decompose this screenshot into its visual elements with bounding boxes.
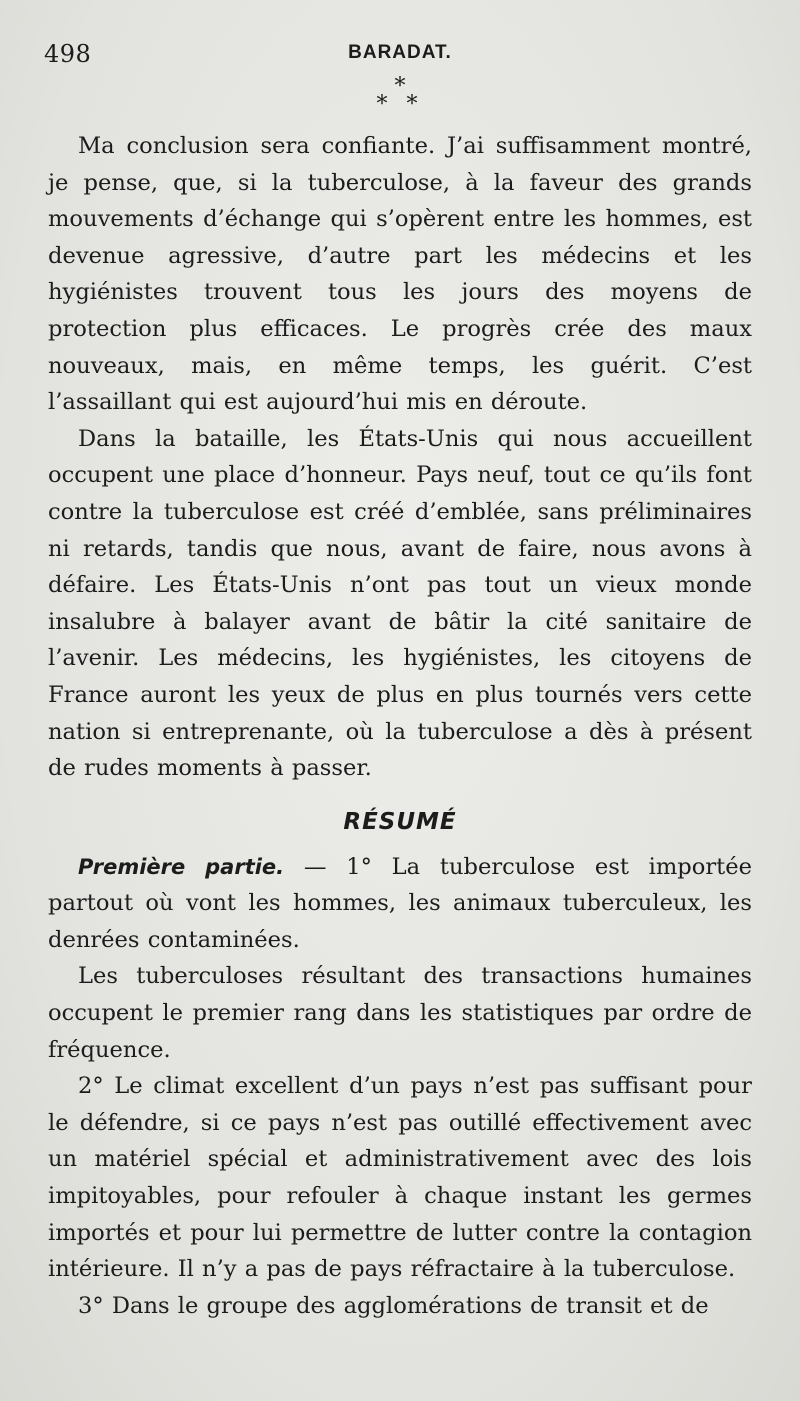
paragraph-agglomerations: 3° Dans le groupe des agglomérations de transit et de	[78, 1292, 709, 1319]
asterism-bottom: * *	[376, 92, 424, 117]
page-header	[44, 36, 752, 76]
asterism-separator	[48, 76, 752, 128]
paragraph-conclusion: Ma conclusion sera confiante. J’ai suffisamment montré, je pense, que, si la tuberculose, à la faveur des grands mouvements d’échange qui s’opèrent entre les hommes, est devenue agressive, d’autre part les médecins et les hygiénistes trouvent tous les jours des moyens de protection plus efficaces. Le progrès crée des maux nouveaux, mais, en même temps, les guérit. C’est l’assaillant qui est aujourd’hui mis en déroute.	[48, 133, 752, 416]
asterism-top: *	[394, 74, 406, 99]
section-title-resume: RÉSUMÉ	[343, 808, 457, 835]
part-heading: Première partie.	[78, 854, 285, 879]
page-number: 498	[44, 40, 92, 68]
paragraph-etats-unis: Dans la bataille, les États-Unis qui nous accueillent occupent une place d’honneur. Pays neuf, tout ce qu’ils font contre la tuberculose est créé d’emblée, sans préliminaires ni retards, tandis que nous, avant de faire, nous avons à défaire. Les États-Unis n’ont pas tout un vieux monde insalubre à balayer avant de bâtir la cité sanitaire de l’avenir. Les médecins, les hygiénistes, les citoyens de France auront les yeux de plus en plus tournés vers cette nation si entreprenante, où la tuberculose a dès à présent de rudes moments à passer.	[48, 425, 752, 782]
paragraph-premiere-partie	[48, 849, 752, 959]
running-head: BARADAT.	[348, 42, 452, 63]
part-first-text: — 1° La tuberculose est importée partout où vont les hommes, les animaux tuberculeux, les denrées contaminées.	[48, 853, 752, 953]
paragraph-climat: 2° Le climat excellent d’un pays n’est pas suffisant pour le défendre, si ce pays n’est pas outillé effectivement avec un matériel spécial et administrativement avec des lois impitoyables, pour refouler à chaque instant les germes importés et pour lui permettre de lutter contre la contagion intérieure. Il n’y a pas de pays réfractaire à la tuberculose.	[48, 1073, 752, 1283]
paragraph-transactions: Les tuberculoses résultant des transactions humaines occupent le premier rang dans les statistiques par ordre de fréquence.	[48, 963, 752, 1063]
